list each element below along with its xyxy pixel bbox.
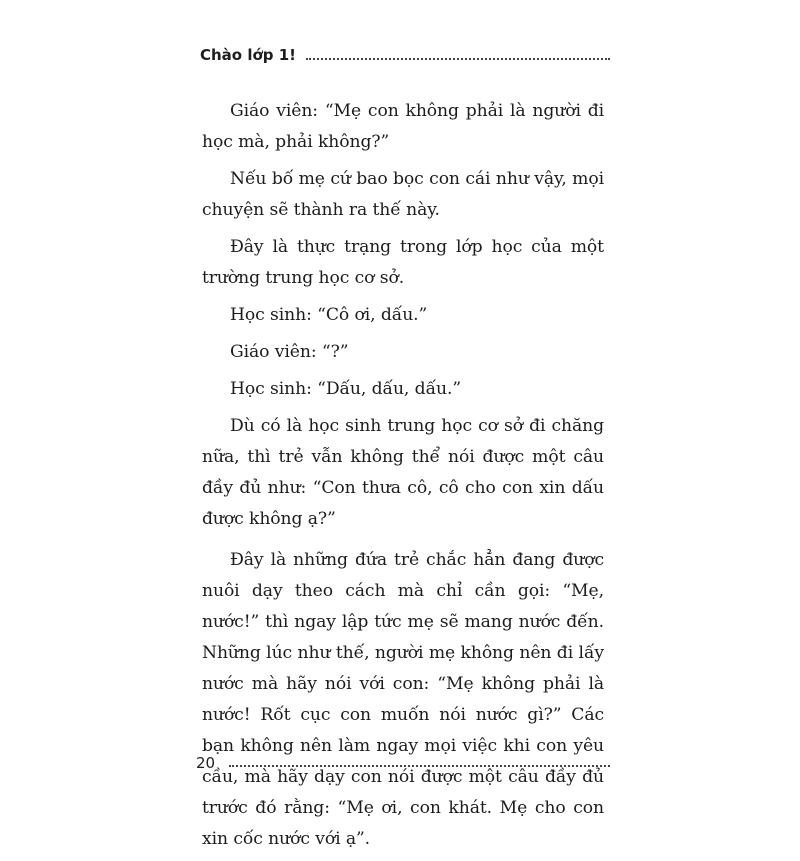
header-dotted-leader [306,58,610,60]
paragraph: Giáo viên: “Mẹ con không phải là người đi học mà, phải không?” [202,101,604,152]
paragraph: Đây là thực trạng trong lớp học của một trường trung học cơ sở. [202,237,604,288]
chapter-title: Chào lớp 1! [200,46,297,64]
paragraph: Học sinh: “Cô ơi, dấu.” [230,305,428,325]
page-footer [196,748,610,772]
paragraph: Dù có là học sinh trung học cơ sở đi chăng nữa, thì trẻ vẫn không thể nói được một câu đầy đủ như: “Con thưa cô, cô cho con xin dấu được không ạ?” [202,416,604,529]
body-text [202,96,604,861]
paragraph: Nếu bố mẹ cứ bao bọc con cái như vậy, mọi chuyện sẽ thành ra thế này. [202,169,604,220]
footer-dotted-leader [229,765,610,767]
page-number: 20 [196,754,216,772]
paragraph: Đây là những đứa trẻ chắc hẳn đang được nuôi dạy theo cách mà chỉ cần gọi: “Mẹ, nước!” thì ngay lập tức mẹ sẽ mang nước đến. Những lúc như thế, người mẹ không nên đi lấy nước mà hãy nói với con: “Mẹ không phải là nước! Rốt cục con muốn nói nước gì?” Các bạn không nên làm ngay mọi việc khi con yêu cầu, mà hãy dạy con nói được một câu đầy đủ trước đó rằng: “Mẹ ơi, con khát. Mẹ cho con xin cốc nước với ạ”. [202,550,604,849]
paragraph: Học sinh: “Dấu, dấu, dấu.” [230,379,462,399]
paragraph: Giáo viên: “?” [230,342,349,362]
running-header [200,38,610,66]
